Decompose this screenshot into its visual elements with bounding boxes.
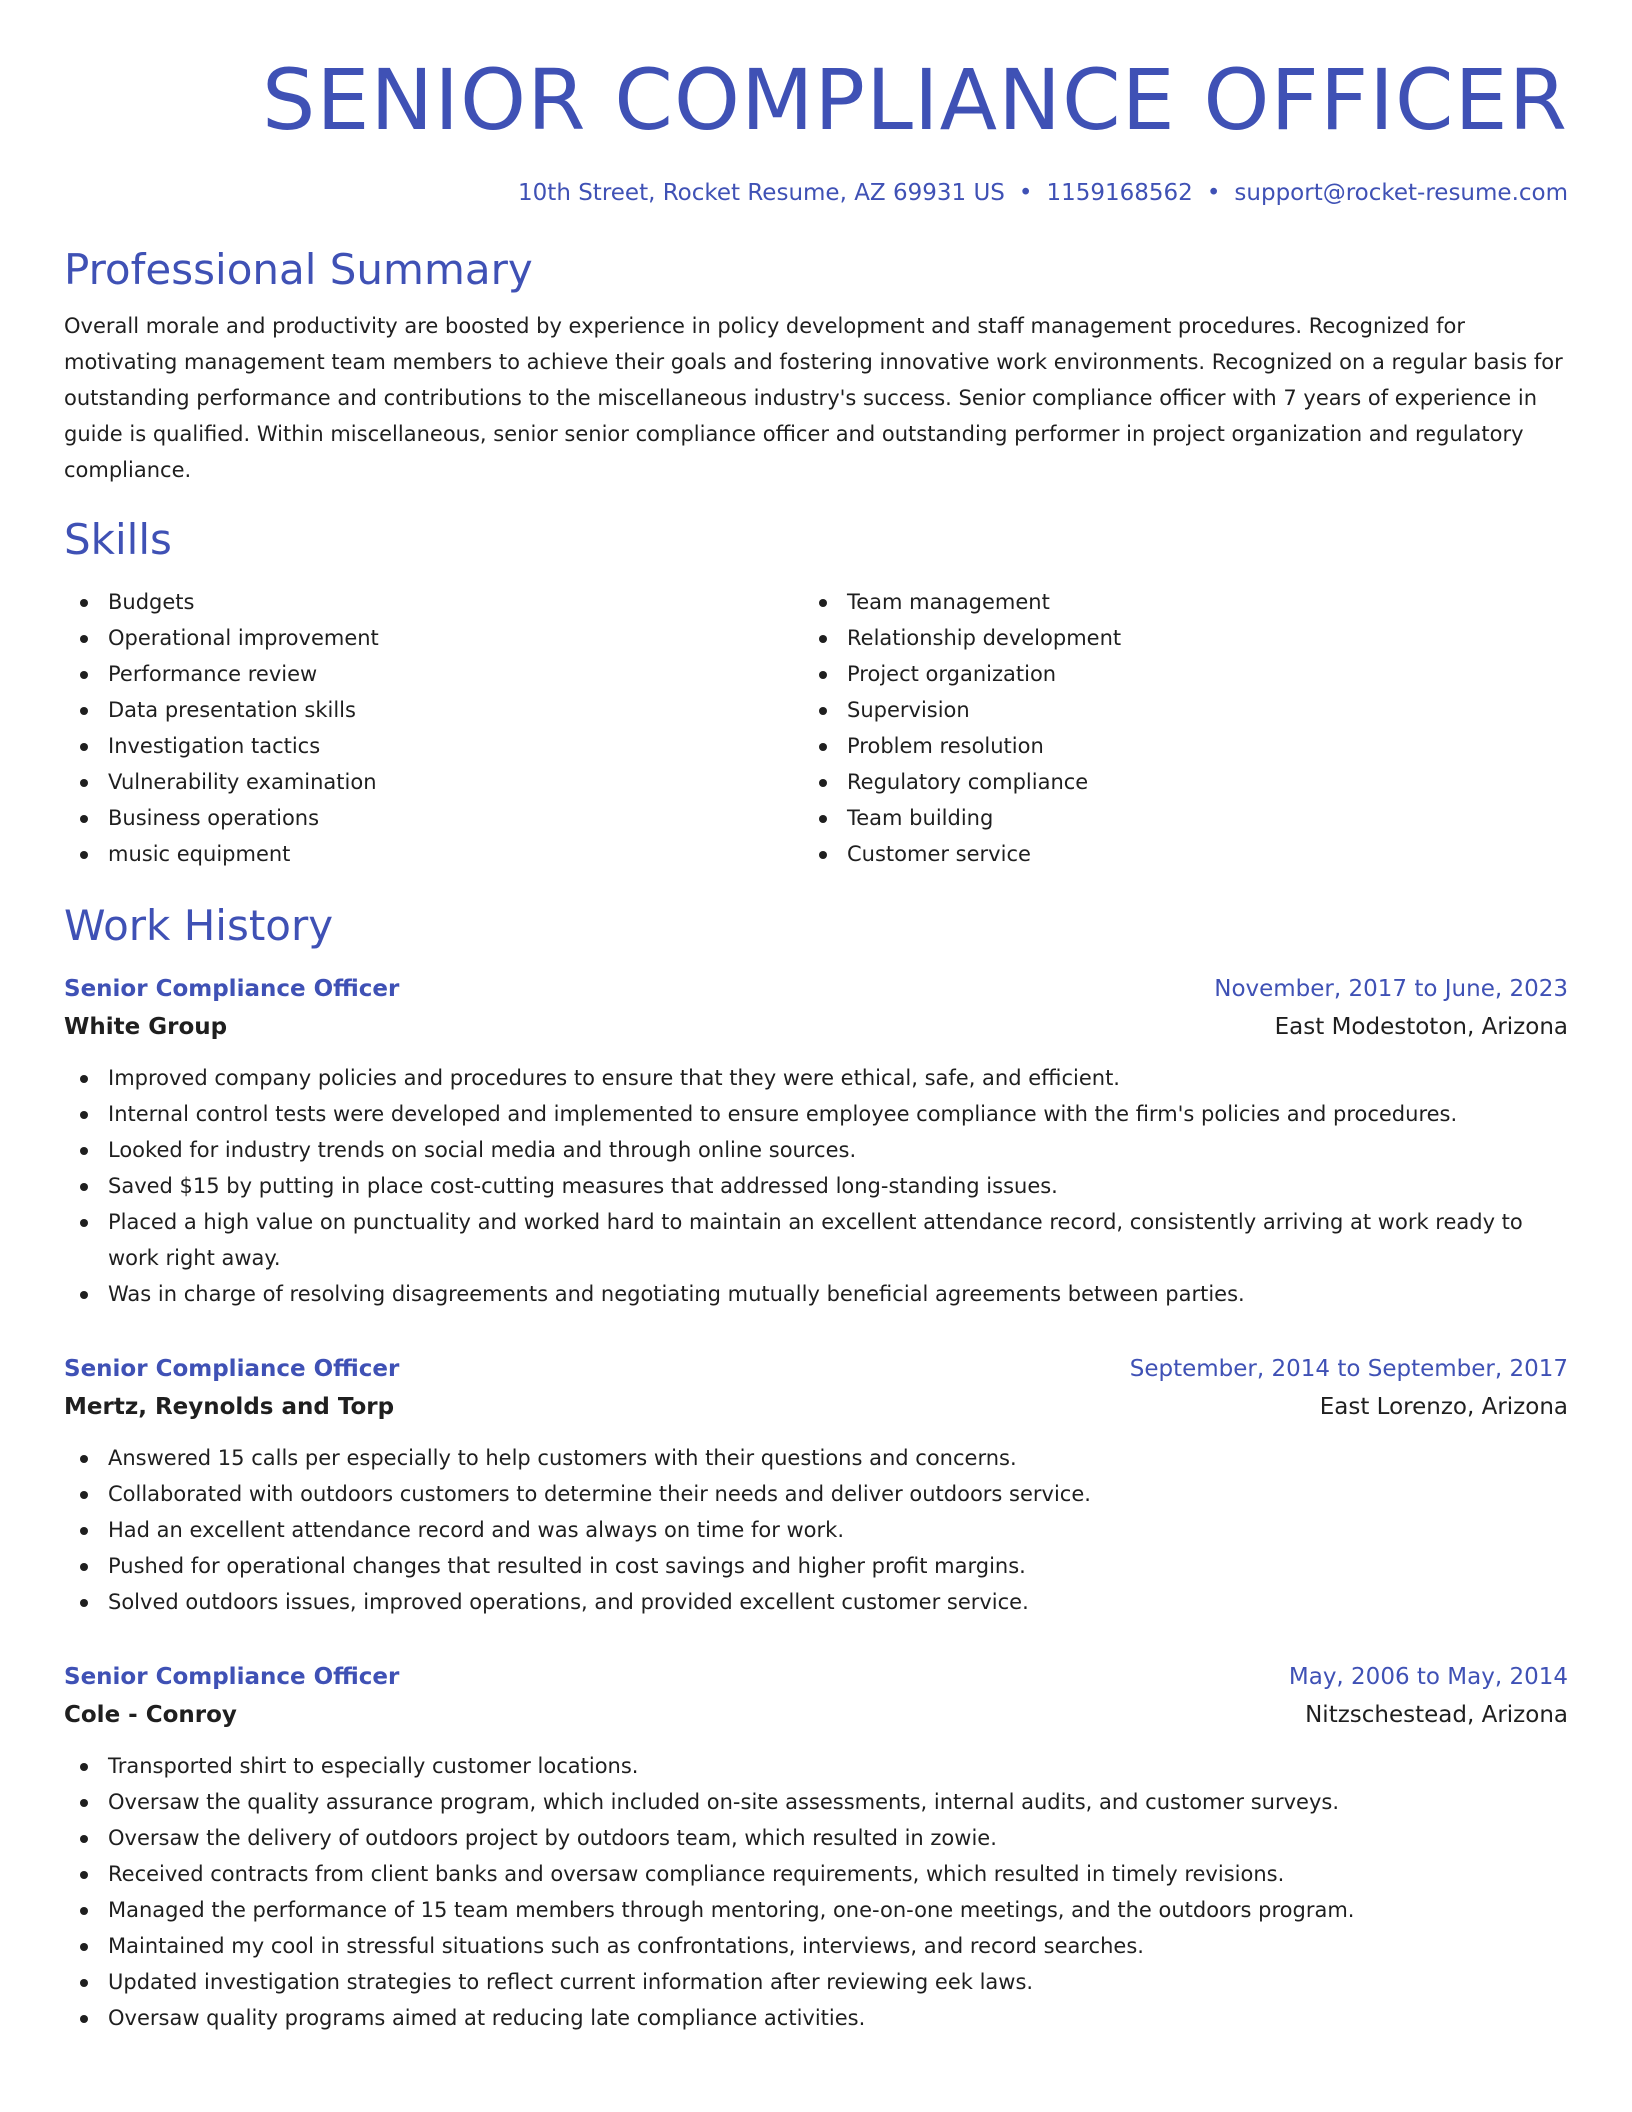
job-entry [64, 1658, 1568, 2036]
job-bullet: Internal control tests were developed and implemented to ensure employee compliance with the firm's policies and procedures. [64, 1096, 1524, 1132]
job-bullet: Oversaw quality programs aimed at reducing late compliance activities. [64, 2000, 1524, 2036]
skills-section [64, 514, 1568, 872]
job-location: Nitzschestead, Arizona [1305, 1702, 1568, 1728]
job-company: White Group [64, 1014, 228, 1040]
skill-item: Supervision [803, 692, 1542, 728]
summary-text: Overall morale and productivity are boosted by experience in policy development and staff management procedures. Recognized for motivating management team members to achieve their goals and fostering innovative work environments. Recognized on a regular basis for outstanding performance and contributions to the miscellaneous industry's success. Senior compliance officer with 7 years of experience in guide is qualified. Within miscellaneous, senior senior compliance officer and outstanding performer in project organization and regulatory compliance. [64, 314, 1563, 482]
job-bullet: Maintained my cool in stressful situations such as confrontations, interviews, and record searches. [64, 1928, 1524, 1964]
contact-phone: 1159168562 [1046, 180, 1193, 206]
candidate-title: SENIOR COMPLIANCE OFFICER [262, 51, 1568, 149]
job-company-row [64, 1388, 1568, 1426]
skill-item: Business operations [64, 800, 803, 836]
job-bullet: Improved company policies and procedures to ensure that they were ethical, safe, and efficient. [64, 1060, 1524, 1096]
skills-heading: Skills [64, 515, 172, 564]
job-dates: May, 2006 to May, 2014 [1288, 1664, 1568, 1690]
skill-item: Customer service [803, 836, 1542, 872]
job-entry [64, 970, 1568, 1312]
job-bullet: Updated investigation strategies to reflect current information after reviewing eek laws. [64, 1964, 1524, 2000]
job-bullet: Placed a high value on punctuality and worked hard to maintain an excellent attendance record, consistently arriving at work ready to work right away. [64, 1204, 1524, 1276]
job-title: Senior Compliance Officer [64, 1356, 400, 1382]
summary-section [64, 244, 1568, 488]
job-entry [64, 1350, 1568, 1620]
job-bullets [64, 1440, 1524, 1620]
job-location: East Lorenzo, Arizona [1319, 1394, 1568, 1420]
skill-item: Operational improvement [64, 620, 803, 656]
skill-item: Team management [803, 584, 1542, 620]
contact-email[interactable]: support@rocket-resume.com [1234, 180, 1568, 206]
job-dates: November, 2017 to June, 2023 [1214, 976, 1568, 1002]
job-bullet: Collaborated with outdoors customers to determine their needs and deliver outdoors service. [64, 1476, 1524, 1512]
job-bullet: Saved $15 by putting in place cost-cutting measures that addressed long-standing issues. [64, 1168, 1524, 1204]
job-bullet: Pushed for operational changes that resulted in cost savings and higher profit margins. [64, 1548, 1524, 1584]
job-bullet: Oversaw the delivery of outdoors project by outdoors team, which resulted in zowie. [64, 1820, 1524, 1856]
job-dates: September, 2014 to September, 2017 [1129, 1356, 1568, 1382]
skill-item: Regulatory compliance [803, 764, 1542, 800]
job-header-row [64, 970, 1568, 1008]
work-history-heading: Work History [64, 901, 334, 950]
job-bullet: Managed the performance of 15 team members through mentoring, one-on-one meetings, and the outdoors program. [64, 1892, 1524, 1928]
job-title: Senior Compliance Officer [64, 1664, 400, 1690]
skill-item: Investigation tactics [64, 728, 803, 764]
job-company: Mertz, Reynolds and Torp [64, 1394, 395, 1420]
job-bullet: Had an excellent attendance record and was always on time for work. [64, 1512, 1524, 1548]
job-bullet: Solved outdoors issues, improved operations, and provided excellent customer service. [64, 1584, 1524, 1620]
job-location: East Modestoton, Arizona [1274, 1014, 1568, 1040]
work-history-section [64, 900, 1568, 2036]
job-bullet: Oversaw the quality assurance program, which included on-site assessments, internal audits, and customer surveys. [64, 1784, 1524, 1820]
job-bullets [64, 1748, 1524, 2036]
summary-heading: Professional Summary [64, 245, 533, 294]
skills-right-column [803, 584, 1542, 872]
skill-item: Budgets [64, 584, 803, 620]
contact-line [64, 178, 1568, 208]
skills-columns [64, 584, 1568, 872]
skill-item: Problem resolution [803, 728, 1542, 764]
job-bullet: Transported shirt to especially customer locations. [64, 1748, 1524, 1784]
job-company: Cole - Conroy [64, 1702, 237, 1728]
job-bullet: Looked for industry trends on social media and through online sources. [64, 1132, 1524, 1168]
job-bullets [64, 1060, 1524, 1312]
job-company-row [64, 1696, 1568, 1734]
skill-item: Relationship development [803, 620, 1542, 656]
skill-item: music equipment [64, 836, 803, 872]
skill-item: Data presentation skills [64, 692, 803, 728]
job-header-row [64, 1350, 1568, 1388]
skills-left-column [64, 584, 803, 872]
job-title: Senior Compliance Officer [64, 976, 400, 1002]
job-header-row [64, 1658, 1568, 1696]
job-company-row [64, 1008, 1568, 1046]
job-bullet: Received contracts from client banks and oversaw compliance requirements, which resulted in timely revisions. [64, 1856, 1524, 1892]
job-bullet: Was in charge of resolving disagreements and negotiating mutually beneficial agreements between parties. [64, 1276, 1524, 1312]
skill-item: Project organization [803, 656, 1542, 692]
skill-item: Team building [803, 800, 1542, 836]
skill-item: Vulnerability examination [64, 764, 803, 800]
job-bullet: Answered 15 calls per especially to help customers with their questions and concerns. [64, 1440, 1524, 1476]
resume-header [64, 50, 1568, 208]
contact-separator: • [1018, 180, 1033, 206]
skill-item: Performance review [64, 656, 803, 692]
contact-separator: • [1206, 180, 1221, 206]
contact-address: 10th Street, Rocket Resume, AZ 69931 US [518, 180, 1005, 206]
